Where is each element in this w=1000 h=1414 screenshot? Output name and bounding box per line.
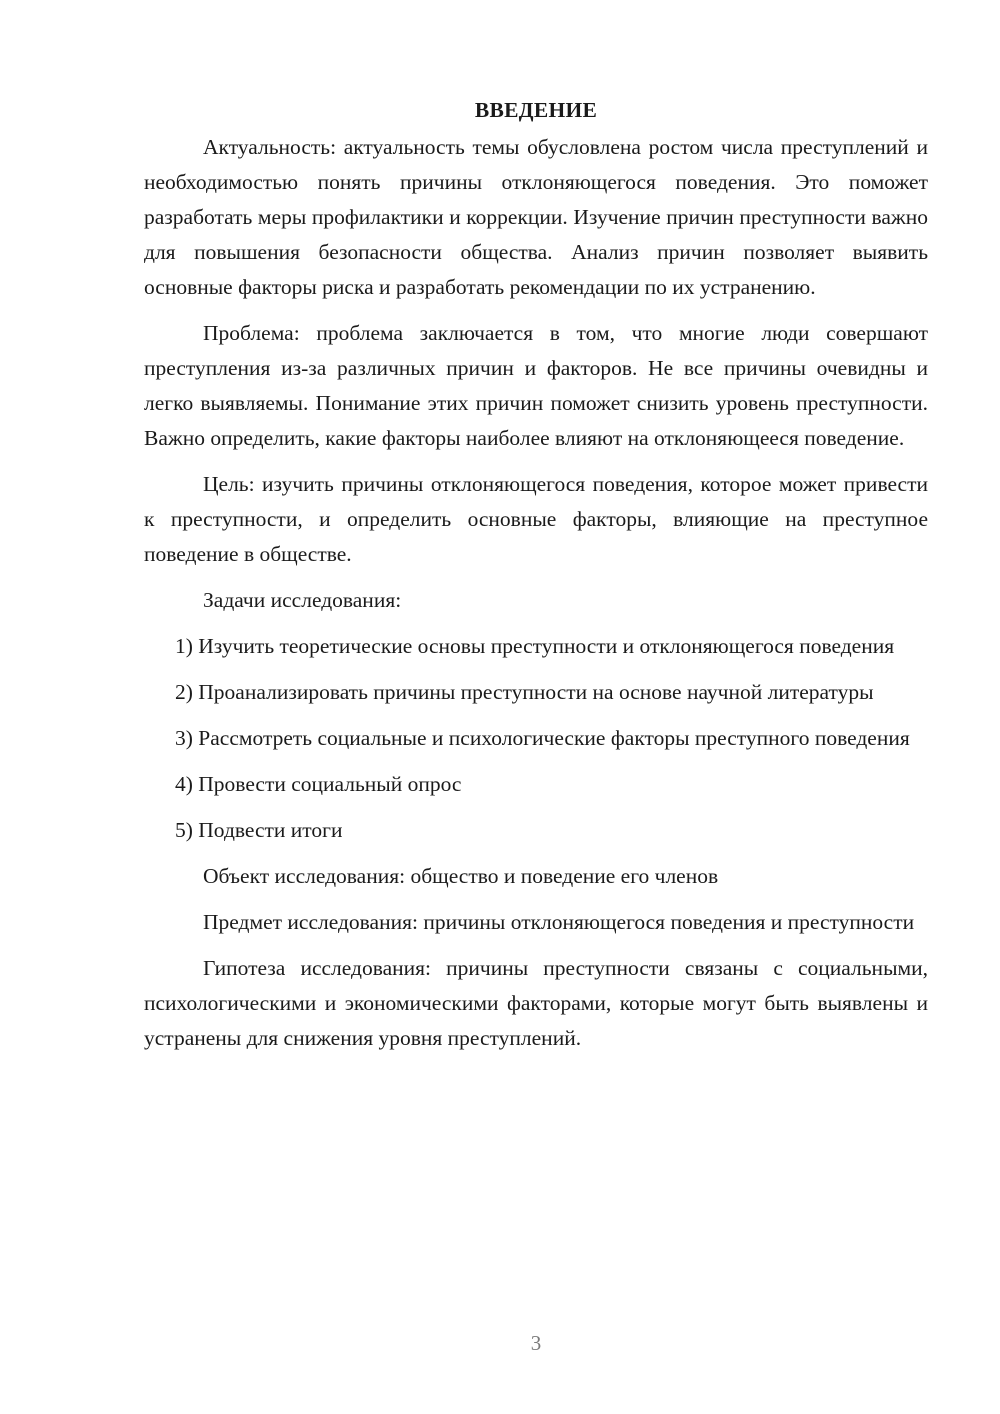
document-page	[144, 92, 928, 1067]
problem-paragraph: Проблема: проблема заключается в том, что многие люди совершают преступления из-за различных причин и факторов. Не все причины очевидны и легко выявляемы. Понимание этих причин поможет снизить уровень преступности. Важно определить, какие факторы наиболее влияют на отклоняющееся поведение.	[144, 321, 928, 450]
page-title: ВВЕДЕНИЕ	[474, 98, 598, 122]
task-item: 3) Рассмотреть социальные и психологические факторы преступного поведения	[175, 726, 910, 750]
goal-paragraph: Цель: изучить причины отклоняющегося поведения, которое может привести к преступности, и определить основные факторы, влияющие на преступное поведение в обществе.	[144, 472, 928, 566]
task-item: 2) Проанализировать причины преступности на основе научной литературы	[175, 680, 874, 704]
hypothesis-paragraph: Гипотеза исследования: причины преступности связаны с социальными, психологическими и экономическими факторами, которые могут быть выявлены и устранены для снижения уровня преступлений.	[144, 956, 928, 1050]
page-number: 3	[530, 1331, 542, 1355]
tasks-list	[144, 629, 928, 848]
subject-paragraph: Предмет исследования: причины отклоняющегося поведения и преступности	[203, 910, 915, 934]
tasks-heading: Задачи исследования:	[203, 588, 402, 612]
task-item: 1) Изучить теоретические основы преступности и отклоняющегося поведения	[175, 634, 895, 658]
task-item: 4) Провести социальный опрос	[175, 772, 462, 796]
task-item: 5) Подвести итоги	[175, 818, 343, 842]
relevance-paragraph: Актуальность: актуальность темы обусловлена ростом числа преступлений и необходимостью понять причины отклоняющегося поведения. Это поможет разработать меры профилактики и коррекции. Изучение причин преступности важно для повышения безопасности общества. Анализ причин позволяет выявить основные факторы риска и разработать рекомендации по их устранению.	[144, 135, 928, 299]
object-paragraph: Объект исследования: общество и поведение его членов	[203, 864, 719, 888]
